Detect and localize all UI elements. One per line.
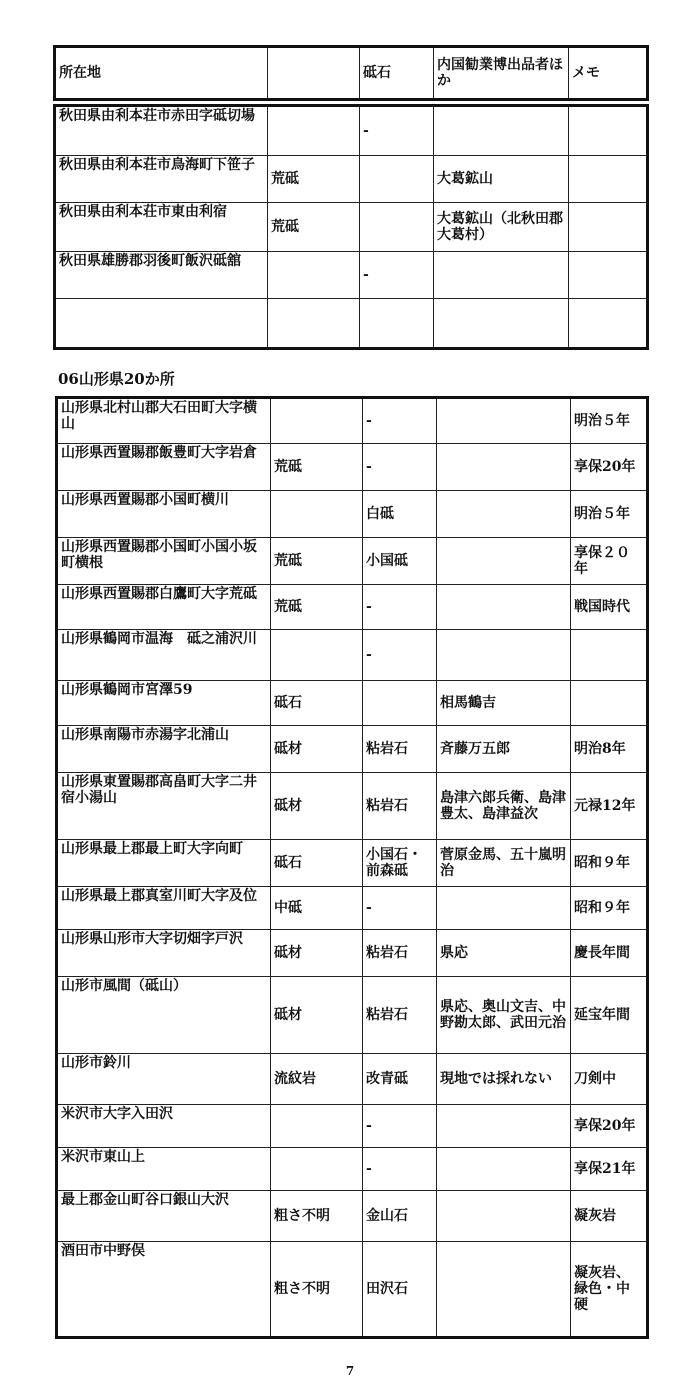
cell-memo: 明治５年 bbox=[571, 491, 648, 538]
cell-grade bbox=[271, 1148, 363, 1191]
cell-grade: 砥材 bbox=[271, 930, 363, 977]
cell-memo: 昭和９年 bbox=[571, 840, 648, 887]
cell-stone: - bbox=[360, 252, 434, 299]
cell-exhibitor bbox=[437, 1191, 571, 1242]
cell-exhibitor: 斉藤万五郎 bbox=[437, 726, 571, 773]
cell-exhibitor bbox=[434, 252, 569, 299]
cell-exhibitor bbox=[437, 1105, 571, 1148]
cell-memo: 元禄12年 bbox=[571, 773, 648, 840]
header-col2 bbox=[268, 47, 360, 100]
cell-grade bbox=[268, 299, 360, 349]
cell-stone: - bbox=[363, 444, 437, 491]
table-row bbox=[57, 491, 648, 538]
cell-memo: 慶長年間 bbox=[571, 930, 648, 977]
table-row bbox=[57, 398, 648, 444]
cell-exhibitor bbox=[437, 887, 571, 930]
cell-location: 秋田県雄勝郡羽後町飯沢砥舘 bbox=[55, 252, 268, 299]
cell-location bbox=[55, 299, 268, 349]
cell-location: 秋田県由利本荘市鳥海町下笹子 bbox=[55, 156, 268, 203]
cell-grade bbox=[271, 398, 363, 444]
table-row bbox=[57, 726, 648, 773]
cell-memo: 享保２０年 bbox=[571, 538, 648, 585]
table-row bbox=[57, 773, 648, 840]
cell-memo bbox=[569, 106, 648, 156]
cell-memo bbox=[569, 203, 648, 252]
cell-location: 山形県東置賜郡高畠町大字二井宿小湯山 bbox=[57, 773, 271, 840]
cell-grade bbox=[271, 1105, 363, 1148]
cell-location: 山形県鶴岡市宮澤59 bbox=[57, 681, 271, 726]
cell-stone: 金山石 bbox=[363, 1191, 437, 1242]
cell-memo: 享保20年 bbox=[571, 444, 648, 491]
cell-memo: 戦国時代 bbox=[571, 585, 648, 630]
cell-grade: 砥材 bbox=[271, 773, 363, 840]
cell-stone: - bbox=[363, 585, 437, 630]
cell-stone: - bbox=[363, 398, 437, 444]
cell-memo bbox=[569, 156, 648, 203]
cell-exhibitor bbox=[437, 491, 571, 538]
cell-location: 山形県西置賜郡小国町小国小坂町横根 bbox=[57, 538, 271, 585]
cell-location: 山形県西置賜郡白鷹町大字荒砥 bbox=[57, 585, 271, 630]
cell-grade bbox=[271, 491, 363, 538]
cell-location: 秋田県由利本荘市東由利宿 bbox=[55, 203, 268, 252]
cell-location: 米沢市東山上 bbox=[57, 1148, 271, 1191]
table-row bbox=[57, 585, 648, 630]
cell-exhibitor: 島津六郎兵衛、島津豊太、島津益次 bbox=[437, 773, 571, 840]
cell-exhibitor bbox=[437, 585, 571, 630]
cell-memo: 昭和９年 bbox=[571, 887, 648, 930]
cell-grade bbox=[268, 106, 360, 156]
cell-exhibitor bbox=[437, 1148, 571, 1191]
cell-memo bbox=[569, 252, 648, 299]
table-row bbox=[57, 1105, 648, 1148]
cell-location: 山形市風間（砥山） bbox=[57, 977, 271, 1054]
cell-location: 山形県最上郡最上町大字向町 bbox=[57, 840, 271, 887]
cell-grade: 荒砥 bbox=[271, 444, 363, 491]
cell-exhibitor: 相馬鶴吉 bbox=[437, 681, 571, 726]
cell-grade: 中砥 bbox=[271, 887, 363, 930]
cell-stone: 田沢石 bbox=[363, 1242, 437, 1338]
cell-grade: 砥石 bbox=[271, 681, 363, 726]
cell-stone: 白砥 bbox=[363, 491, 437, 538]
cell-stone bbox=[360, 156, 434, 203]
cell-stone: - bbox=[363, 630, 437, 681]
cell-exhibitor: 大葛鉱山（北秋田郡大葛村） bbox=[434, 203, 569, 252]
cell-memo: 凝灰岩 bbox=[571, 1191, 648, 1242]
cell-location: 米沢市大字入田沢 bbox=[57, 1105, 271, 1148]
table-row bbox=[57, 1191, 648, 1242]
header-row bbox=[55, 47, 648, 100]
akita-table bbox=[53, 104, 649, 350]
cell-exhibitor bbox=[434, 299, 569, 349]
table-row bbox=[57, 444, 648, 491]
cell-location: 山形県南陽市赤湯字北浦山 bbox=[57, 726, 271, 773]
header-memo: メモ bbox=[569, 47, 648, 100]
cell-location: 山形市鈴川 bbox=[57, 1054, 271, 1105]
cell-stone: - bbox=[360, 106, 434, 156]
cell-memo: 享保20年 bbox=[571, 1105, 648, 1148]
page-number: 7 bbox=[345, 1364, 355, 1378]
cell-location: 山形県北村山郡大石田町大字横山 bbox=[57, 398, 271, 444]
header-location: 所在地 bbox=[55, 47, 268, 100]
cell-exhibitor: 県応、奥山文吉、中野勘太郎、武田元治 bbox=[437, 977, 571, 1054]
cell-stone: 粘岩石 bbox=[363, 977, 437, 1054]
cell-grade: 荒砥 bbox=[271, 538, 363, 585]
cell-memo bbox=[571, 681, 648, 726]
cell-stone: 粘岩石 bbox=[363, 726, 437, 773]
cell-grade bbox=[271, 630, 363, 681]
table-row bbox=[57, 1148, 648, 1191]
cell-grade: 粗さ不明 bbox=[271, 1242, 363, 1338]
cell-location: 山形県西置賜郡小国町横川 bbox=[57, 491, 271, 538]
cell-grade: 砥材 bbox=[271, 726, 363, 773]
cell-exhibitor: 現地では採れない bbox=[437, 1054, 571, 1105]
table-row bbox=[55, 203, 648, 252]
cell-memo: 刀剣中 bbox=[571, 1054, 648, 1105]
cell-memo: 明治8年 bbox=[571, 726, 648, 773]
yamagata-heading: 06山形県20か所 bbox=[58, 370, 175, 388]
cell-grade: 粗さ不明 bbox=[271, 1191, 363, 1242]
cell-location: 秋田県由利本荘市赤田字砥切場 bbox=[55, 106, 268, 156]
table-row bbox=[57, 1242, 648, 1338]
table-row bbox=[57, 930, 648, 977]
cell-stone: 改青砥 bbox=[363, 1054, 437, 1105]
table-row bbox=[57, 977, 648, 1054]
cell-exhibitor bbox=[437, 444, 571, 491]
table-row bbox=[55, 252, 648, 299]
cell-grade: 砥石 bbox=[271, 840, 363, 887]
yamagata-table bbox=[55, 396, 649, 1339]
cell-location: 最上郡金山町谷口銀山大沢 bbox=[57, 1191, 271, 1242]
cell-memo: 延宝年間 bbox=[571, 977, 648, 1054]
table-row bbox=[57, 630, 648, 681]
table-row bbox=[57, 538, 648, 585]
cell-stone: 小国石・前森砥 bbox=[363, 840, 437, 887]
cell-exhibitor bbox=[437, 630, 571, 681]
cell-memo bbox=[571, 630, 648, 681]
table-row bbox=[55, 299, 648, 349]
table-row bbox=[57, 1054, 648, 1105]
cell-location: 山形県最上郡真室川町大字及位 bbox=[57, 887, 271, 930]
cell-grade: 荒砥 bbox=[271, 585, 363, 630]
table-row bbox=[55, 156, 648, 203]
cell-grade bbox=[268, 252, 360, 299]
cell-stone: 粘岩石 bbox=[363, 930, 437, 977]
cell-exhibitor: 大葛鉱山 bbox=[434, 156, 569, 203]
cell-stone bbox=[363, 681, 437, 726]
cell-memo: 享保21年 bbox=[571, 1148, 648, 1191]
cell-exhibitor bbox=[437, 398, 571, 444]
cell-location: 山形県山形市大字切畑字戸沢 bbox=[57, 930, 271, 977]
cell-stone: 小国砥 bbox=[363, 538, 437, 585]
table-row bbox=[57, 887, 648, 930]
table-row bbox=[55, 106, 648, 156]
cell-stone: - bbox=[363, 887, 437, 930]
cell-location: 山形県鶴岡市温海 砥之浦沢川 bbox=[57, 630, 271, 681]
cell-grade: 荒砥 bbox=[268, 203, 360, 252]
cell-grade: 流紋岩 bbox=[271, 1054, 363, 1105]
cell-memo: 明治５年 bbox=[571, 398, 648, 444]
cell-memo: 凝灰岩、緑色・中硬 bbox=[571, 1242, 648, 1338]
cell-exhibitor: 菅原金馬、五十嵐明治 bbox=[437, 840, 571, 887]
cell-location: 酒田市中野俣 bbox=[57, 1242, 271, 1338]
table-row bbox=[57, 681, 648, 726]
table-row bbox=[57, 840, 648, 887]
cell-exhibitor bbox=[437, 538, 571, 585]
cell-memo bbox=[569, 299, 648, 349]
cell-stone: - bbox=[363, 1148, 437, 1191]
header-exhibitor: 内国勧業博出品者ほか bbox=[434, 47, 569, 100]
cell-grade: 荒砥 bbox=[268, 156, 360, 203]
cell-exhibitor: 県応 bbox=[437, 930, 571, 977]
cell-location: 山形県西置賜郡飯豊町大字岩倉 bbox=[57, 444, 271, 491]
cell-stone bbox=[360, 203, 434, 252]
cell-stone: - bbox=[363, 1105, 437, 1148]
cell-exhibitor bbox=[437, 1242, 571, 1338]
header-whetstone: 砥石 bbox=[360, 47, 434, 100]
header-table bbox=[53, 45, 649, 101]
cell-grade: 砥材 bbox=[271, 977, 363, 1054]
cell-stone: 粘岩石 bbox=[363, 773, 437, 840]
cell-exhibitor bbox=[434, 106, 569, 156]
cell-stone bbox=[360, 299, 434, 349]
